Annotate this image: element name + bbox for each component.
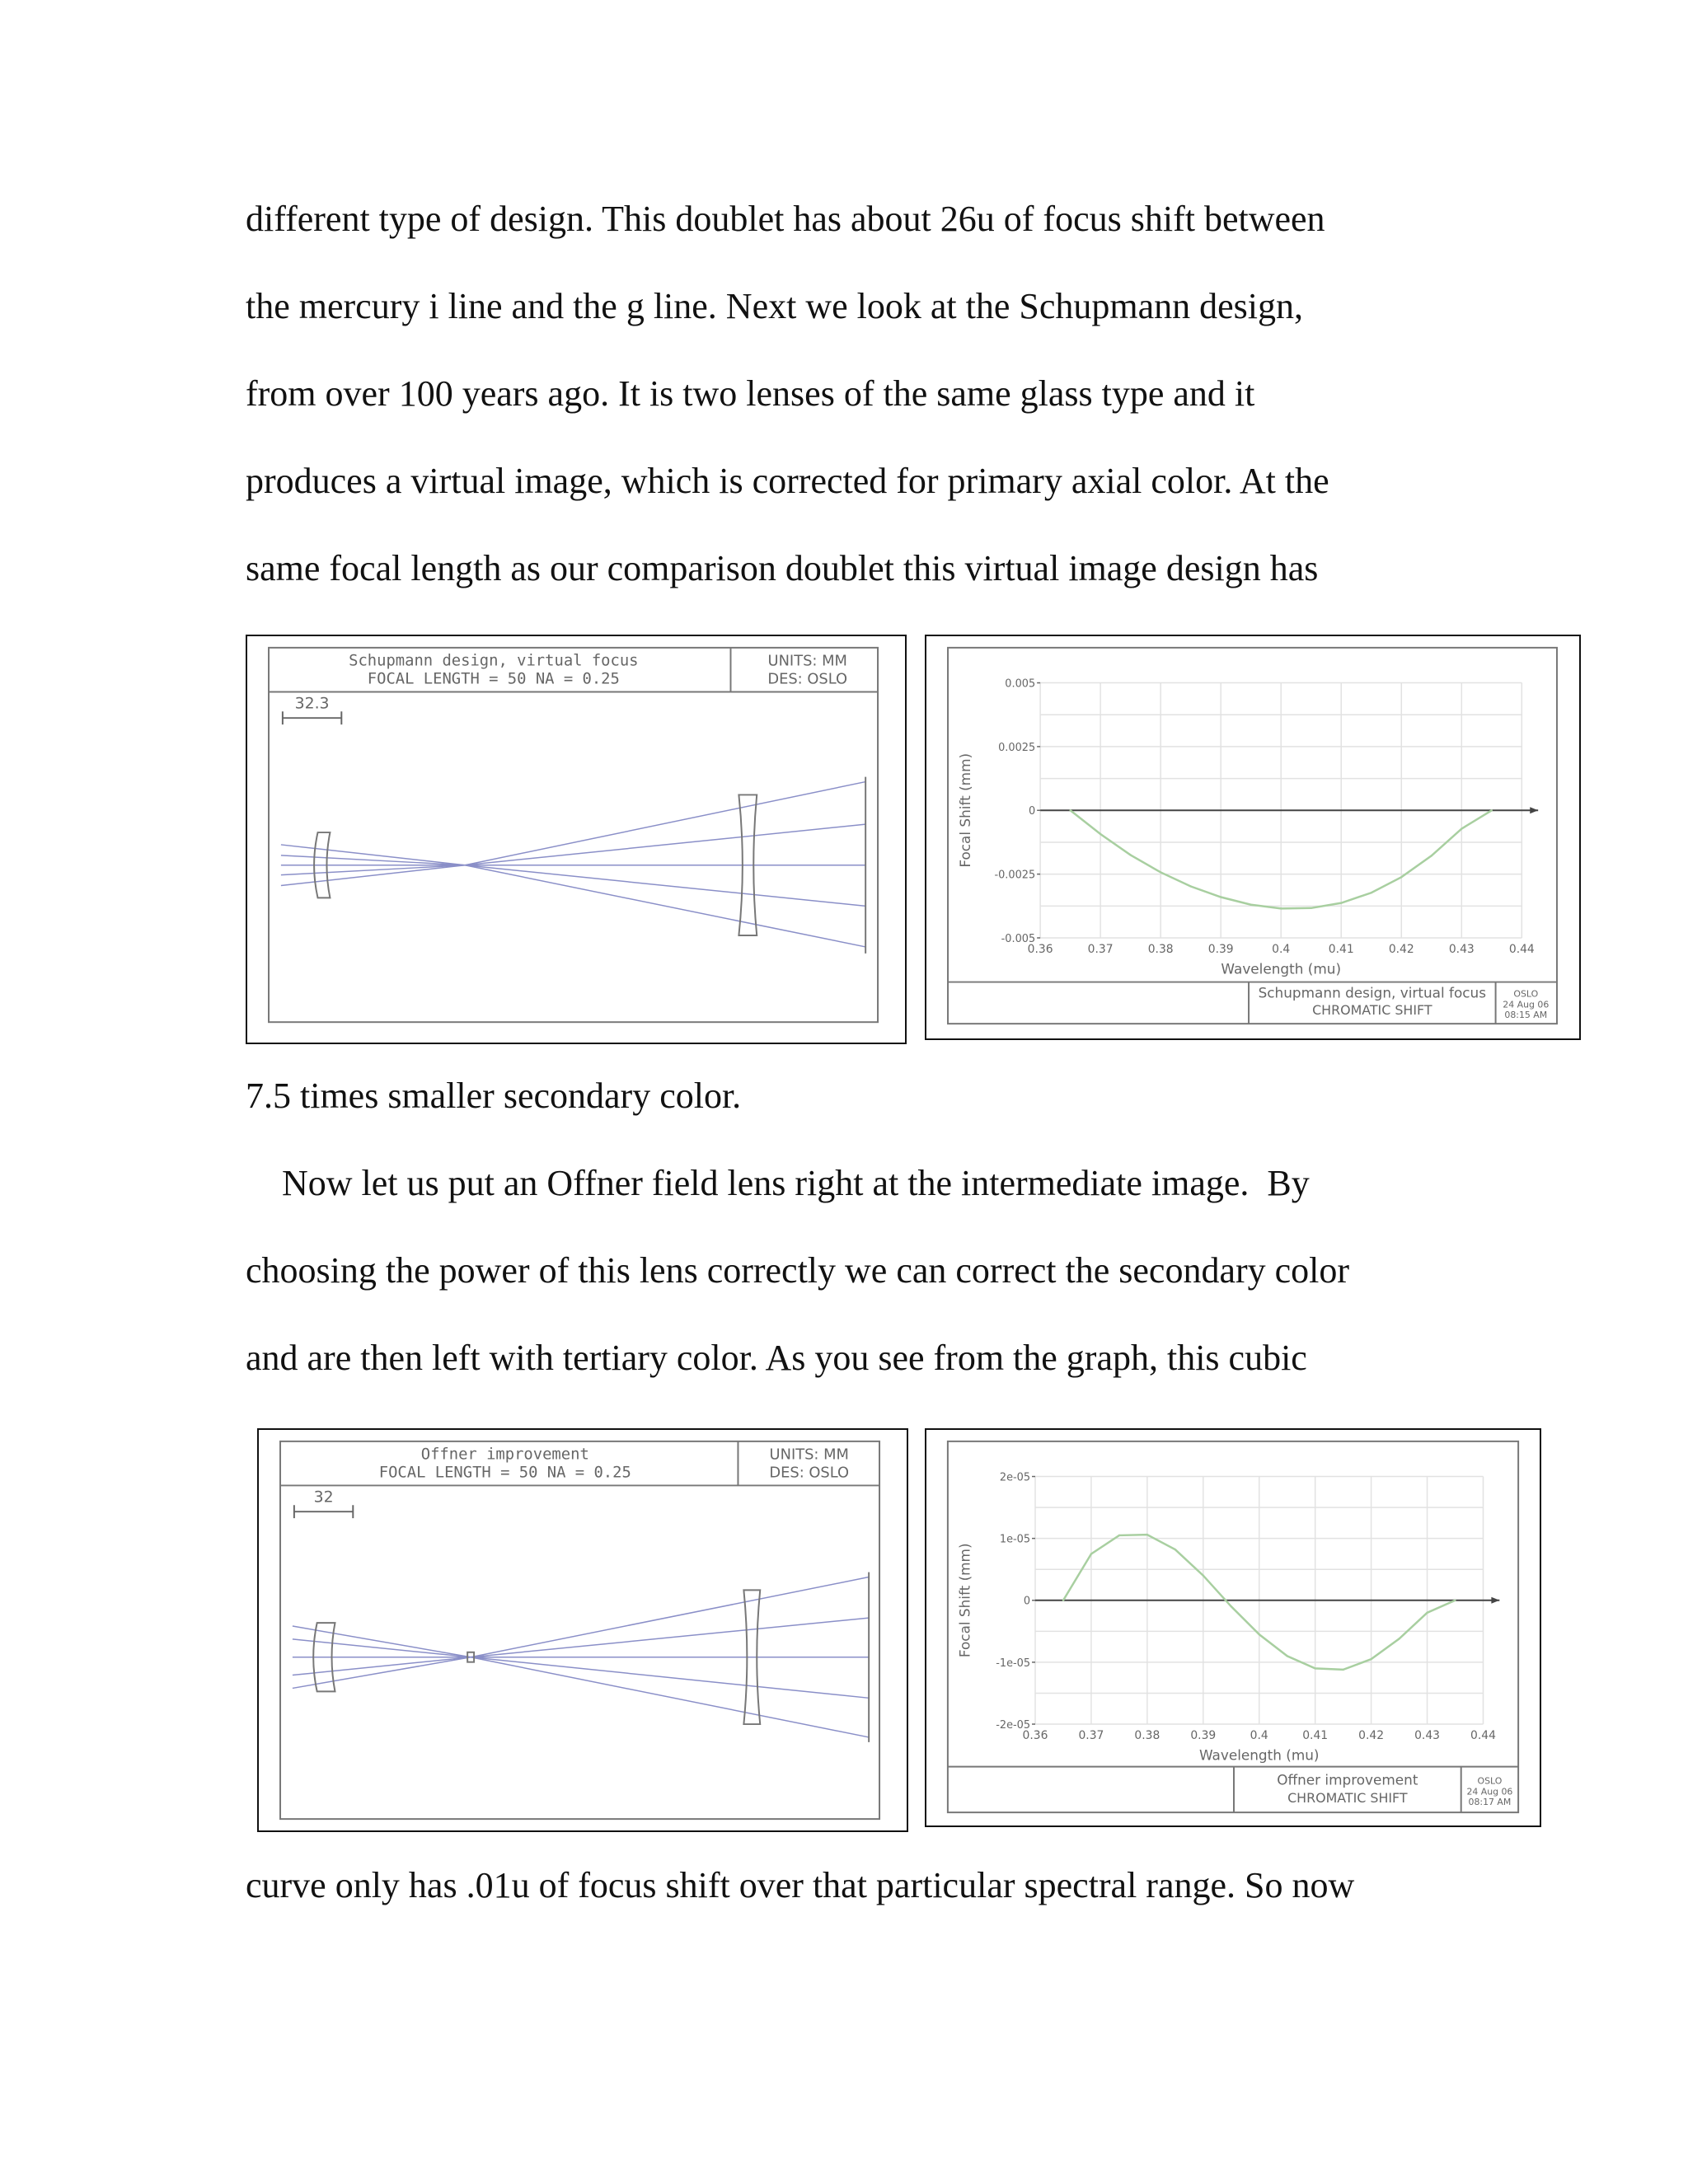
chart2-x-tick-4: 0.4 bbox=[1250, 1728, 1268, 1742]
chart1-y-tick-1: 0.0025 bbox=[998, 741, 1036, 754]
chart1-x-tick-1: 0.37 bbox=[1087, 942, 1114, 956]
chart1-point-0-9 bbox=[1340, 902, 1342, 903]
chart1-x-tick-2: 0.38 bbox=[1147, 942, 1174, 956]
lens-layout-schupmann bbox=[246, 635, 907, 1044]
chart1-point-0-0 bbox=[1069, 809, 1071, 811]
chart1-x-tick-0: 0.36 bbox=[1027, 942, 1053, 956]
chart2-point-0-13 bbox=[1426, 1612, 1428, 1614]
chart2-y-tick-1: 1e-05 bbox=[999, 1533, 1031, 1546]
lens-layout-schupmann-svg bbox=[247, 636, 905, 1043]
chart2-point-0-11 bbox=[1370, 1658, 1372, 1660]
chart2-y-axis-label: Focal Shift (mm) bbox=[956, 1543, 973, 1658]
lens1-scale-label: 32.3 bbox=[294, 695, 330, 713]
text-line-6: 7.5 times smaller secondary color. bbox=[246, 1076, 742, 1116]
text-line-1: different type of design. This doublet has about 26u of focus shift between bbox=[246, 199, 1325, 239]
chart1-y-axis-label: Focal Shift (mm) bbox=[956, 752, 973, 868]
lens-layout-offner bbox=[257, 1428, 908, 1832]
chart1-y-tick-0: 0.005 bbox=[1005, 677, 1036, 691]
chart1-point-0-4 bbox=[1189, 885, 1191, 887]
chart1-footer-kind: CHROMATIC SHIFT bbox=[1312, 1002, 1432, 1019]
text-line-7: Now let us put an Offner field lens right at the intermediate image. By bbox=[246, 1163, 1310, 1203]
chart1-point-0-12 bbox=[1431, 855, 1432, 856]
chart2-stamp-3: 08:17 AM bbox=[1468, 1797, 1512, 1808]
chart2-y-tick-4: -2e-05 bbox=[996, 1718, 1031, 1732]
chart1-point-0-7 bbox=[1280, 907, 1282, 909]
chart1-x-axis-label: Wavelength (mu) bbox=[1221, 960, 1342, 977]
chart2-plot bbox=[957, 1471, 1500, 1763]
chart2-x-tick-6: 0.42 bbox=[1358, 1728, 1385, 1742]
lens2-scale-label: 32 bbox=[313, 1488, 334, 1507]
chart1-x-tick-5: 0.41 bbox=[1328, 942, 1354, 956]
chart2-stamp-1: OSLO bbox=[1477, 1775, 1503, 1787]
chart2-stamp-2: 24 Aug 06 bbox=[1466, 1786, 1513, 1797]
chart1-stamp-2: 24 Aug 06 bbox=[1503, 999, 1550, 1010]
chart2-y-tick-2: 0 bbox=[1023, 1595, 1031, 1608]
chart2-x-tick-3: 0.39 bbox=[1190, 1728, 1217, 1742]
chart2-point-0-4 bbox=[1175, 1549, 1176, 1550]
chart1-x-tick-3: 0.39 bbox=[1207, 942, 1234, 956]
text-line-3: from over 100 years ago. It is two lenses of the same glass type and it bbox=[246, 373, 1255, 414]
text-line-8: choosing the power of this lens correctly we can correct the secondary color bbox=[246, 1250, 1350, 1291]
chart1-point-0-13 bbox=[1461, 827, 1462, 829]
chart1-x-tick-6: 0.42 bbox=[1388, 942, 1414, 956]
chart1-point-0-14 bbox=[1491, 809, 1493, 811]
chart1-point-0-11 bbox=[1400, 876, 1402, 878]
lens1-scale-bar bbox=[283, 711, 341, 724]
chart2-x-tick-1: 0.37 bbox=[1078, 1728, 1104, 1742]
chart1-point-0-3 bbox=[1160, 871, 1161, 873]
chart2-point-0-2 bbox=[1118, 1535, 1120, 1536]
chart1-point-0-2 bbox=[1129, 854, 1131, 855]
chart2-footer-kind: CHROMATIC SHIFT bbox=[1287, 1790, 1408, 1807]
lens-layout-offner-svg bbox=[259, 1430, 907, 1830]
chart1-plot bbox=[957, 677, 1538, 977]
chart1-point-0-1 bbox=[1100, 833, 1101, 835]
lens2-scale-bar bbox=[294, 1505, 353, 1518]
chart2-x-tick-5: 0.41 bbox=[1302, 1728, 1329, 1742]
chart1-point-0-10 bbox=[1371, 892, 1372, 893]
chart2-point-0-9 bbox=[1314, 1667, 1315, 1669]
chart-schupmann-chromatic-shift bbox=[925, 635, 1581, 1040]
chart2-point-0-7 bbox=[1259, 1633, 1260, 1635]
chart1-point-0-5 bbox=[1220, 896, 1221, 898]
text-line-9: and are then left with tertiary color. As you see from the graph, this cubic bbox=[246, 1338, 1307, 1378]
chart1-point-0-6 bbox=[1250, 904, 1252, 906]
chart2-y-tick-0: 2e-05 bbox=[999, 1471, 1031, 1484]
chart2-point-0-12 bbox=[1398, 1638, 1400, 1639]
chart2-footer-name: Offner improvement bbox=[1277, 1771, 1418, 1788]
chart2-x-tick-8: 0.44 bbox=[1470, 1728, 1496, 1742]
chart1-x-tick-4: 0.4 bbox=[1272, 942, 1291, 956]
chart2-point-0-0 bbox=[1062, 1600, 1064, 1601]
chart2-point-0-3 bbox=[1146, 1534, 1148, 1535]
lens1-units: UNITS: MM bbox=[767, 652, 847, 670]
chart1-footer-name: Schupmann design, virtual focus bbox=[1258, 984, 1487, 1001]
chart2-point-0-8 bbox=[1287, 1655, 1288, 1657]
chart1-x-tick-7: 0.43 bbox=[1448, 942, 1475, 956]
chart2-x-tick-0: 0.36 bbox=[1022, 1728, 1048, 1742]
lens1-title-line2: FOCAL LENGTH = 50 NA = 0.25 bbox=[367, 670, 620, 688]
lens1-des: DES: OSLO bbox=[767, 670, 848, 688]
chart2-point-0-5 bbox=[1203, 1575, 1204, 1577]
lens2-title-line1: Offner improvement bbox=[420, 1446, 589, 1464]
chart2-x-tick-2: 0.38 bbox=[1134, 1728, 1160, 1742]
text-line-4: produces a virtual image, which is corrected for primary axial color. At the bbox=[246, 461, 1329, 501]
chart1-y-tick-4: -0.005 bbox=[1001, 932, 1036, 945]
chart1-axis-arrow bbox=[1530, 807, 1538, 813]
chart2-point-0-14 bbox=[1454, 1600, 1456, 1601]
chart1-svg bbox=[926, 636, 1579, 1038]
chart1-y-tick-2: 0 bbox=[1028, 805, 1036, 818]
lens2-units: UNITS: MM bbox=[769, 1446, 849, 1464]
chart2-point-0-10 bbox=[1342, 1669, 1343, 1671]
chart1-stamp-1: OSLO bbox=[1513, 988, 1539, 1000]
lens2-des: DES: OSLO bbox=[769, 1464, 850, 1482]
lens1-title-line1: Schupmann design, virtual focus bbox=[349, 652, 639, 670]
text-line-5: same focal length as our comparison doublet this virtual image design has bbox=[246, 548, 1319, 588]
chart2-point-0-1 bbox=[1090, 1553, 1092, 1554]
lens1-rays bbox=[281, 782, 865, 947]
chart2-y-tick-3: -1e-05 bbox=[996, 1657, 1031, 1670]
lens2-title-line2: FOCAL LENGTH = 50 NA = 0.25 bbox=[378, 1464, 631, 1482]
lens2-rays bbox=[293, 1577, 869, 1737]
chart1-stamp-3: 08:15 AM bbox=[1504, 1010, 1548, 1021]
chart2-x-tick-7: 0.43 bbox=[1414, 1728, 1440, 1742]
chart-offner-chromatic-shift bbox=[925, 1428, 1541, 1827]
text-line-10: curve only has .01u of focus shift over that particular spectral range. So now bbox=[246, 1865, 1355, 1905]
text-line-2: the mercury i line and the g line. Next we look at the Schupmann design, bbox=[246, 286, 1304, 326]
chart2-axis-arrow bbox=[1491, 1597, 1499, 1604]
chart1-y-tick-3: -0.0025 bbox=[994, 869, 1036, 882]
chart2-svg bbox=[926, 1430, 1540, 1825]
chart2-x-axis-label: Wavelength (mu) bbox=[1198, 1746, 1320, 1764]
chart2-point-0-6 bbox=[1231, 1605, 1232, 1607]
chart1-point-0-8 bbox=[1311, 907, 1312, 909]
chart1-x-tick-8: 0.44 bbox=[1508, 942, 1535, 956]
